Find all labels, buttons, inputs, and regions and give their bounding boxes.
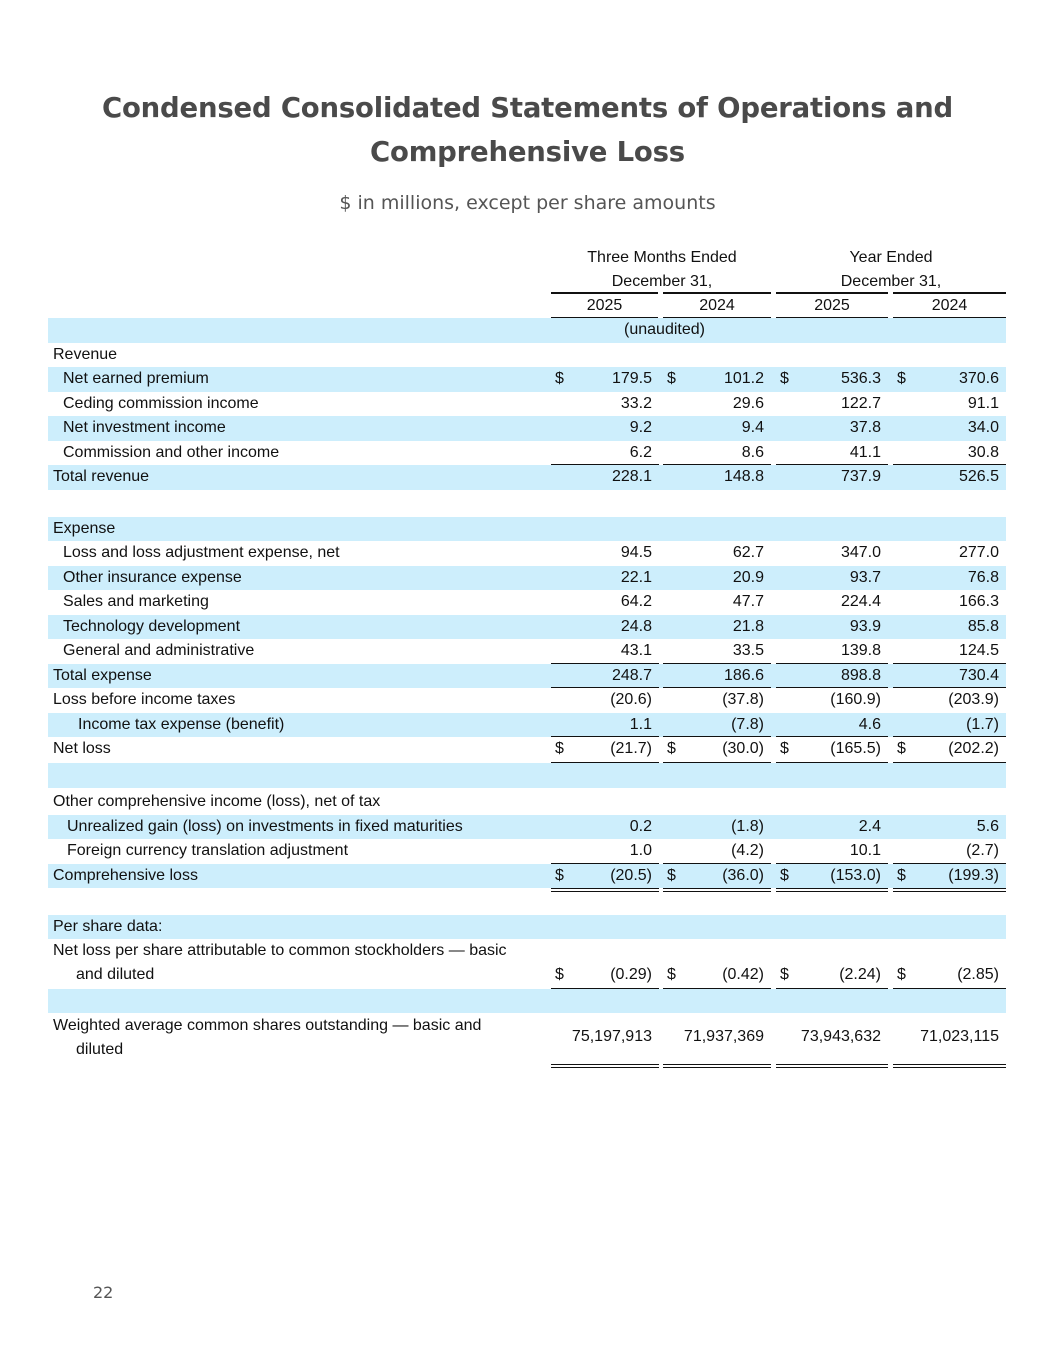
row-label: Weighted average common shares outstanding — basic and [53,1017,482,1034]
cell-value: (1.7) [966,715,999,733]
cell-value: 139.8 [840,642,881,659]
oci-heading: Other comprehensive income (loss), net of tax [53,793,381,810]
spacer-row [48,989,1006,1014]
revenue-heading: Revenue [53,345,118,363]
cell-value: 9.2 [629,419,652,436]
table-row [48,590,1006,615]
row-label: Technology development [63,617,241,635]
expense-heading: Expense [53,519,116,537]
cell-value: 47.7 [732,593,764,610]
cell-value: (2.85) [957,966,999,983]
row-label: Net investment income [63,419,226,436]
cell-value: 71,937,369 [683,1028,764,1045]
cell-value: 62.7 [732,544,764,561]
cell-value: 148.8 [723,468,764,485]
currency-symbol: $ [555,966,564,983]
row-label: Net loss [53,740,111,757]
table-row [48,392,1006,417]
cell-value: 224.4 [840,593,881,610]
cell-value: (0.42) [722,966,764,983]
cell-value: (2.24) [839,966,881,983]
cell-value: 347.0 [840,544,881,561]
cell-value: 6.2 [629,443,652,461]
cell-value: 248.7 [611,666,652,684]
cell-value: (165.5) [830,740,881,757]
table-row [48,688,1006,713]
cell-value: 41.1 [849,443,881,461]
cell-value: 64.2 [620,593,652,610]
cell-value: 5.6 [976,817,999,835]
header-col-2025-quarter: 2025 [586,297,623,314]
currency-symbol: $ [780,370,789,387]
currency-symbol: $ [555,370,564,387]
cell-value: 166.3 [958,593,999,610]
cell-value: 21.8 [732,617,764,635]
row-label: Commission and other income [63,443,280,461]
cell-value: 4.6 [858,715,881,733]
section-heading [48,790,1006,815]
cell-value: 101.2 [723,370,764,387]
table-row [48,815,1006,840]
row-label: Net earned premium [63,370,209,387]
section-heading [48,915,1006,940]
table-row [48,541,1006,566]
cell-value: 34.0 [967,419,999,436]
row-label: Net loss per share attributable to common stockholders — basic [53,942,507,959]
cell-value: 93.9 [849,617,881,635]
currency-symbol: $ [667,370,676,387]
cell-value: 370.6 [958,370,999,387]
table-row [48,1014,1006,1064]
cell-value: 2.4 [858,817,881,835]
cell-value: 22.1 [620,568,652,586]
row-label: Loss before income taxes [53,691,236,708]
cell-value: 93.7 [849,568,881,586]
cell-value: 277.0 [958,544,999,561]
cell-value: (4.2) [731,842,764,859]
cell-value: 20.9 [732,568,764,586]
value-cell [776,367,888,392]
cell-value: 1.1 [629,715,652,733]
section-heading [48,343,1006,368]
cell-value: 737.9 [840,468,881,485]
cell-value: 29.6 [732,394,764,412]
cell-value: (36.0) [722,866,764,884]
header-year-line1: Year Ended [849,249,933,266]
cell-value: 30.8 [967,443,999,461]
cell-value: 10.1 [849,842,881,859]
header-col-2024-quarter: 2024 [699,297,735,314]
row-label: Total expense [53,666,152,684]
unaudited-row [48,318,1006,343]
cell-value: (30.0) [722,740,764,757]
row-label: Loss and loss adjustment expense, net [63,544,340,561]
currency-symbol: $ [897,866,906,884]
row-label: Sales and marketing [63,593,209,610]
table-row [48,441,1006,466]
table-row [48,639,1006,664]
currency-symbol: $ [897,966,906,983]
table-row [48,713,1006,738]
row-label: Total revenue [53,468,150,485]
currency-symbol: $ [780,866,789,884]
currency-symbol: $ [897,740,906,757]
value-cell [551,367,659,392]
currency-symbol: $ [555,866,564,884]
section-heading [48,517,1006,542]
table-row [48,566,1006,591]
currency-symbol: $ [667,866,676,884]
cell-value: (203.9) [948,691,999,708]
value-cell [663,367,771,392]
cell-value: (37.8) [722,691,764,708]
row-label: Comprehensive loss [53,866,198,884]
cell-value: 124.5 [958,642,999,659]
per-share-heading: Per share data: [53,917,163,935]
cell-value: 730.4 [958,666,999,684]
total-row [48,864,1006,889]
header-three-months-line2: December 31, [611,273,713,290]
row-label-continued: diluted [76,1041,124,1058]
header-year-line2: December 31, [840,273,942,290]
cell-value: 33.2 [620,394,652,412]
total-row [48,664,1006,689]
row-label: Other insurance expense [63,568,242,586]
cell-value: 1.0 [629,842,652,859]
cell-value: 76.8 [967,568,999,586]
cell-value: 24.8 [620,617,652,635]
currency-symbol: $ [780,966,789,983]
row-label: Unrealized gain (loss) on investments in fixed maturities [67,817,463,835]
row-label: Ceding commission income [63,394,259,412]
cell-value: 71,023,115 [920,1028,999,1045]
cell-value: 122.7 [840,394,881,412]
row-label: General and administrative [63,642,255,659]
table-row [48,939,1006,988]
cell-value: 0.2 [629,817,652,835]
cell-value: 9.4 [741,419,764,436]
cell-value: (0.29) [610,966,652,983]
cell-value: 73,943,632 [800,1028,881,1045]
header-col-2025-year: 2025 [814,297,850,314]
cell-value: (20.6) [610,691,652,708]
header-three-months-line1: Three Months Ended [587,249,737,266]
spacer-row [48,763,1006,788]
total-row [48,465,1006,490]
cell-value: 898.8 [840,666,881,684]
cell-value: 91.1 [967,394,999,412]
cell-value: 33.5 [732,642,764,659]
currency-symbol: $ [780,740,789,757]
currency-symbol: $ [667,966,676,983]
cell-value: (1.8) [731,817,764,835]
cell-value: 526.5 [958,468,999,485]
cell-value: (21.7) [610,740,652,757]
cell-value: 179.5 [611,370,652,387]
row-label: Foreign currency translation adjustment [67,842,349,859]
cell-value: (160.9) [830,691,881,708]
page-subtitle: $ in millions, except per share amounts [339,192,716,214]
cell-value: 536.3 [840,370,881,387]
currency-symbol: $ [555,740,564,757]
cell-value: 43.1 [620,642,652,659]
cell-value: (20.5) [610,866,652,884]
row-label: Income tax expense (benefit) [78,715,285,733]
value-cell [893,367,1006,392]
cell-value: 75,197,913 [571,1028,652,1045]
total-row [48,737,1006,762]
cell-value: (2.7) [966,842,999,859]
currency-symbol: $ [667,740,676,757]
row-label-continued: and diluted [76,966,155,983]
currency-symbol: $ [897,370,906,387]
cell-value: 94.5 [620,544,652,561]
cell-value: 85.8 [967,617,999,635]
cell-value: 8.6 [741,443,764,461]
page-number: 22 [93,1283,114,1302]
table-row [48,615,1006,640]
cell-value: 186.6 [723,666,764,684]
cell-value: 37.8 [849,419,881,436]
table-row [48,416,1006,441]
table-row [48,839,1006,864]
cell-value: (199.3) [948,866,999,884]
cell-value: (153.0) [830,866,881,884]
header-col-2024-year: 2024 [931,297,968,314]
page-title: Condensed Consolidated Statements of Operations and Comprehensive Loss [101,92,954,168]
cell-value: 228.1 [611,468,652,485]
cell-value: (202.2) [948,740,999,757]
table-row [48,367,1006,392]
cell-value: (7.8) [731,715,764,733]
unaudited-label: (unaudited) [624,321,705,338]
